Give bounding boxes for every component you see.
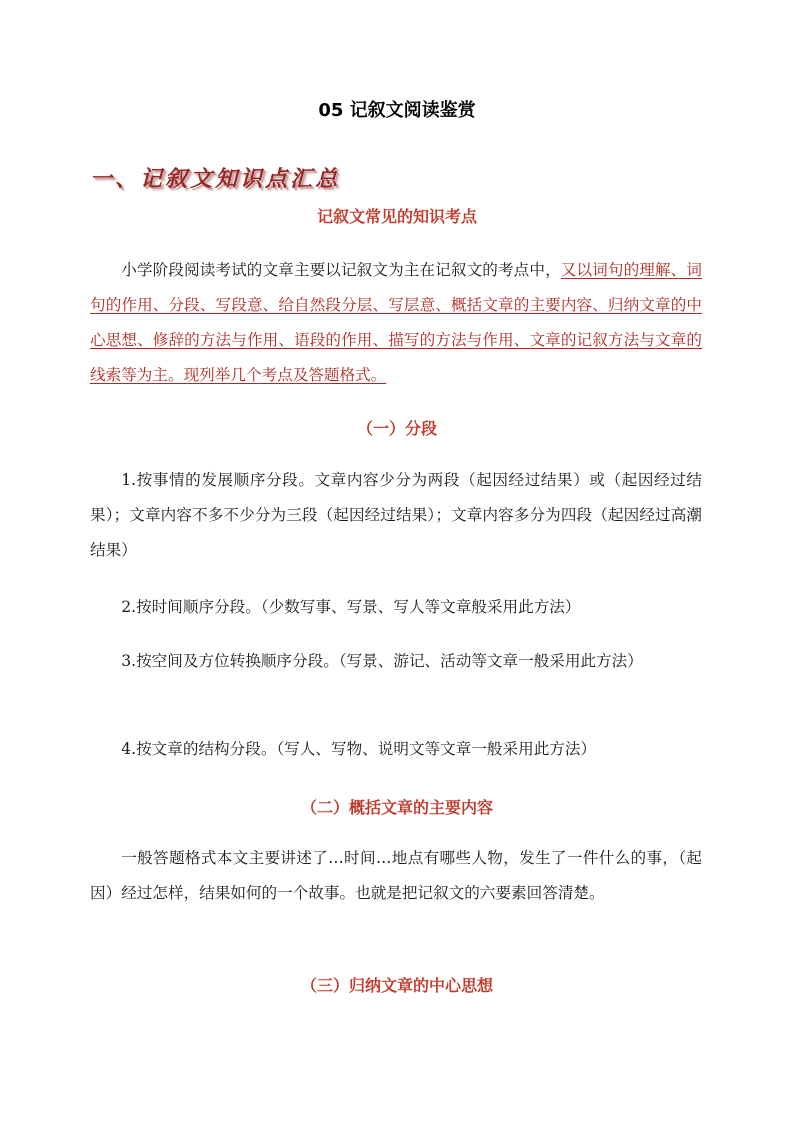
part2-paragraph-1: 一般答题格式本文主要讲述了…时间…地点有哪些人物，发生了一件什么的事，（起因）经过怎样，结果如何的一个故事。也就是把记叙文的六要素回答清楚。 [90, 849, 702, 902]
intro-highlight: 又以词句的理解、词句的作用、分段、写段意、给自然段分层、写层意、概括文章的主要内容、归纳文章的中心思想、修辞的方法与作用、语段的作用、描写的方法与作用、文章的记叙方法与文章的线索等为主。现列举几个考点及答题格式。 [90, 261, 702, 384]
intro-text: 小学阶段阅读考试的文章主要以记叙文为主在记叙文的考点中， [121, 261, 561, 279]
part3-heading: （三）归纳文章的中心思想 [300, 976, 493, 995]
intro-paragraph [90, 253, 702, 393]
subheading: 记叙文常见的知识考点 [316, 207, 477, 226]
part2-heading: （二）概括文章的主要内容 [300, 798, 493, 817]
part1-paragraph-2: 2.按时间顺序分段。（少数写事、写景、写人等文章般采用此方法） [121, 598, 581, 616]
document-title: 05 记叙文阅读鉴赏 [318, 100, 476, 121]
part1-heading: （一）分段 [356, 419, 437, 438]
section-heading: 一、记叙文知识点汇总 [90, 166, 341, 192]
part1-paragraph-4: 4.按文章的结构分段。（写人、写物、说明文等文章一般采用此方法） [121, 740, 597, 758]
part1-paragraph-3: 3.按空间及方位转换顺序分段。（写景、游记、活动等文章一般采用此方法） [121, 652, 643, 670]
part1-paragraph-1: 1.按事情的发展顺序分段。文章内容少分为两段（起因经过结果）或（起因经过结果）；文章内容不多不少分为三段（起因经过结果）；文章内容多分为四段（起因经过高潮结果） [90, 471, 702, 559]
